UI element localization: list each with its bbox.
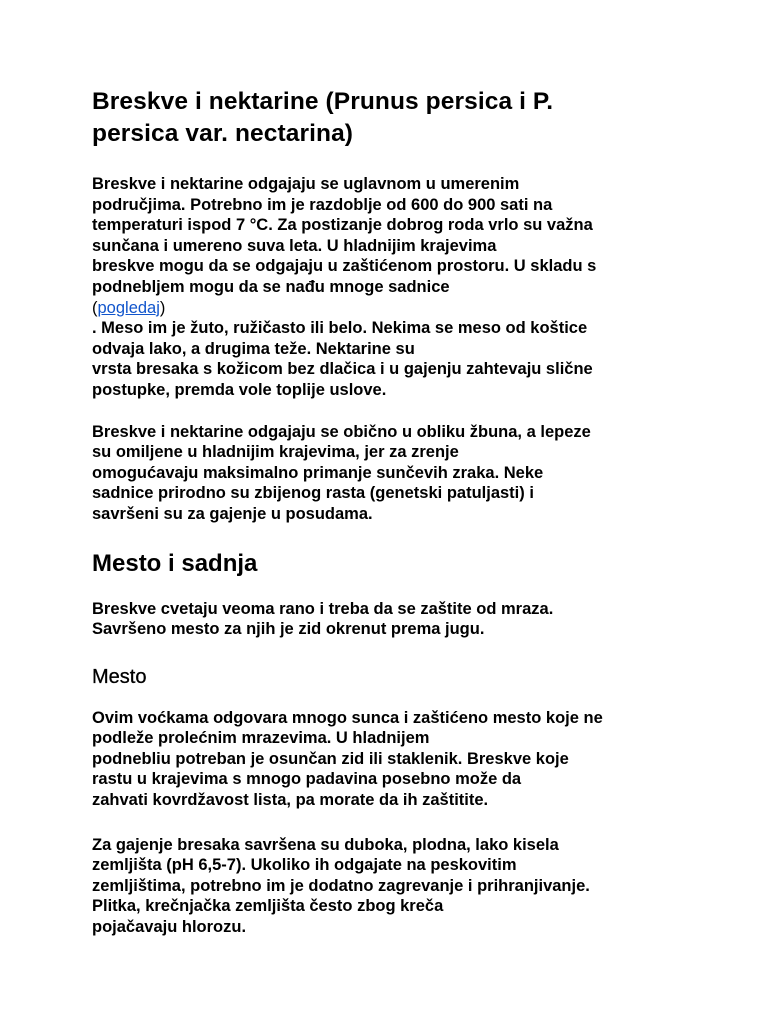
text-line: područjima. Potrebno im je razdoblje od 600 do 900 sati na <box>92 195 553 214</box>
text-line: Breskve cvetaju veoma rano i treba da se zaštite od mraza. <box>92 599 554 618</box>
section-heading-mesto-i-sadnja: Mesto i sadnja <box>92 549 258 577</box>
text-line: Breskve i nektarine odgajaju se obično u obliku žbuna, a lepeze <box>92 422 591 441</box>
text-line: podnebliu potreban je osunčan zid ili staklenik. Breskve koje <box>92 749 569 768</box>
text-line: pojačavaju hlorozu. <box>92 918 247 937</box>
text-line: su omiljene u hladnijim krajevima, jer za zrenje <box>92 443 459 462</box>
text-line: odvaja lako, a drugima teže. Nektarine su <box>92 339 415 358</box>
growth-paragraph <box>92 422 702 525</box>
text-line: zahvati kovrdžavost lista, pa morate da ih zaštitite. <box>92 791 489 810</box>
text-line: Za gajenje bresaka savršena su duboka, plodna, lako kisela <box>92 835 559 854</box>
link-close-paren: ) <box>159 298 166 317</box>
text-line: rastu u krajevima s mnogo padavina posebno može da <box>92 770 522 789</box>
page-title <box>92 86 702 150</box>
text-line: temperaturi ispod 7 °C. Za postizanje dobrog roda vrlo su važna <box>92 216 593 235</box>
link-line <box>92 298 702 319</box>
location-paragraph <box>92 708 702 811</box>
pogledaj-link[interactable]: pogledaj <box>97 298 160 317</box>
text-line: podleže prolećnim mrazevima. U hladnijem <box>92 729 430 748</box>
text-line: sunčana i umereno suva leta. U hladnijim krajevima <box>92 236 497 255</box>
title-line-2: persica var. nectarina) <box>92 120 354 147</box>
title-line-1: Breskve i nektarine (Prunus persica i P. <box>92 88 554 115</box>
text-line: breskve mogu da se odgajaju u zaštićenom prostoru. U skladu s <box>92 257 597 276</box>
subsection-heading-mesto: Mesto <box>92 665 147 688</box>
text-line: Savršeno mesto za njih je zid okrenut prema jugu. <box>92 620 485 639</box>
text-line: sadnice prirodno su zbijenog rasta (genetski patuljasti) i <box>92 484 534 503</box>
soil-paragraph <box>92 835 702 938</box>
text-line: postupke, premda vole toplije uslove. <box>92 380 387 399</box>
text-line: omogućavaju maksimalno primanje sunčevih zraka. Neke <box>92 463 544 482</box>
document-page <box>92 86 702 958</box>
link-open-paren: ( <box>92 298 98 317</box>
text-line: podnebljem mogu da se nađu mnoge sadnice <box>92 277 450 296</box>
text-line: . Meso im je žuto, ružičasto ili belo. Nekima se meso od koštice <box>92 319 588 338</box>
text-line: Breskve i nektarine odgajaju se uglavnom u umerenim <box>92 175 520 193</box>
text-line: vrsta bresaka s kožicom bez dlačica i u gajenju zahtevaju slične <box>92 360 593 379</box>
text-line: zemljišta (pH 6,5-7). Ukoliko ih odgajate na peskovitim <box>92 856 517 875</box>
intro-paragraph <box>92 174 702 401</box>
section-paragraph <box>92 599 702 640</box>
text-line: Plitka, krečnjačka zemljišta često zbog kreča <box>92 897 444 916</box>
text-line: savršeni su za gajenje u posudama. <box>92 504 373 523</box>
text-line: Ovim voćkama odgovara mnogo sunca i zaštićeno mesto koje ne <box>92 708 603 727</box>
text-line: zemljištima, potrebno im je dodatno zagrevanje i prihranjivanje. <box>92 876 590 895</box>
